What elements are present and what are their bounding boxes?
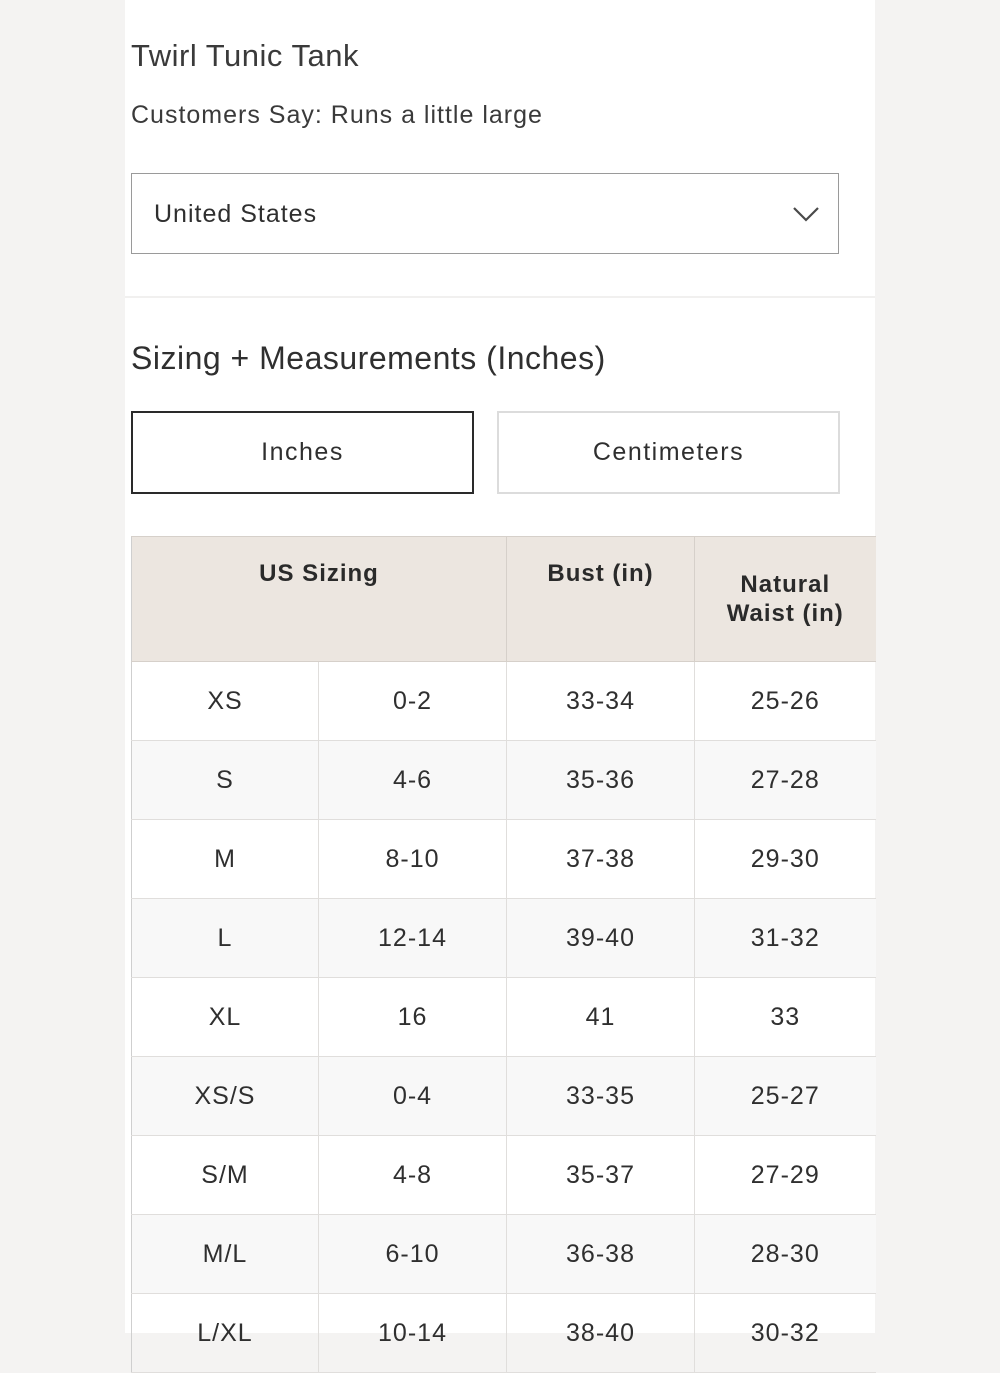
- chevron-down-icon: [790, 198, 822, 230]
- inches-button[interactable]: Inches: [131, 411, 474, 494]
- fit-note: Customers Say: Runs a little large: [131, 101, 543, 129]
- size-cell: S/M: [132, 1136, 319, 1215]
- us-size-cell: 12-14: [319, 899, 507, 978]
- table-row: [132, 662, 876, 741]
- table-row: [132, 1215, 876, 1294]
- header-natural-waist: Natural Waist (in): [695, 537, 876, 662]
- size-cell: M/L: [132, 1215, 319, 1294]
- waist-cell: 30-32: [695, 1294, 876, 1373]
- us-size-cell: 6-10: [319, 1215, 507, 1294]
- country-select[interactable]: [131, 173, 839, 254]
- size-cell: L/XL: [132, 1294, 319, 1373]
- product-title: Twirl Tunic Tank: [131, 38, 359, 73]
- size-cell: XS: [132, 662, 319, 741]
- waist-cell: 31-32: [695, 899, 876, 978]
- table-row: [132, 899, 876, 978]
- table-row: [132, 1136, 876, 1215]
- size-cell: L: [132, 899, 319, 978]
- centimeters-button[interactable]: Centimeters: [497, 411, 840, 494]
- size-chart-table: [131, 536, 876, 1373]
- waist-cell: 28-30: [695, 1215, 876, 1294]
- table-row: [132, 741, 876, 820]
- waist-cell: 25-27: [695, 1057, 876, 1136]
- bust-cell: 37-38: [507, 820, 695, 899]
- sizing-section-title: Sizing + Measurements (Inches): [131, 340, 606, 376]
- country-select-value: United States: [154, 200, 318, 228]
- waist-cell: 25-26: [695, 662, 876, 741]
- table-row: [132, 1294, 876, 1373]
- waist-cell: 27-28: [695, 741, 876, 820]
- bust-cell: 33-35: [507, 1057, 695, 1136]
- bust-cell: 35-36: [507, 741, 695, 820]
- header-bust: Bust (in): [507, 537, 695, 662]
- bust-cell: 39-40: [507, 899, 695, 978]
- size-cell: XL: [132, 978, 319, 1057]
- size-cell: XS/S: [132, 1057, 319, 1136]
- table-row: [132, 820, 876, 899]
- bust-cell: 35-37: [507, 1136, 695, 1215]
- section-divider: [125, 296, 875, 298]
- size-cell: S: [132, 741, 319, 820]
- bust-cell: 33-34: [507, 662, 695, 741]
- us-size-cell: 10-14: [319, 1294, 507, 1373]
- bust-cell: 36-38: [507, 1215, 695, 1294]
- us-size-cell: 4-6: [319, 741, 507, 820]
- bust-cell: 38-40: [507, 1294, 695, 1373]
- waist-cell: 33: [695, 978, 876, 1057]
- bust-cell: 41: [507, 978, 695, 1057]
- table-row: [132, 1057, 876, 1136]
- us-size-cell: 16: [319, 978, 507, 1057]
- table-row: [132, 978, 876, 1057]
- waist-cell: 27-29: [695, 1136, 876, 1215]
- header-us-sizing: US Sizing: [132, 537, 507, 662]
- waist-cell: 29-30: [695, 820, 876, 899]
- us-size-cell: 0-2: [319, 662, 507, 741]
- us-size-cell: 8-10: [319, 820, 507, 899]
- us-size-cell: 0-4: [319, 1057, 507, 1136]
- us-size-cell: 4-8: [319, 1136, 507, 1215]
- table-header-row: [132, 537, 876, 662]
- size-cell: M: [132, 820, 319, 899]
